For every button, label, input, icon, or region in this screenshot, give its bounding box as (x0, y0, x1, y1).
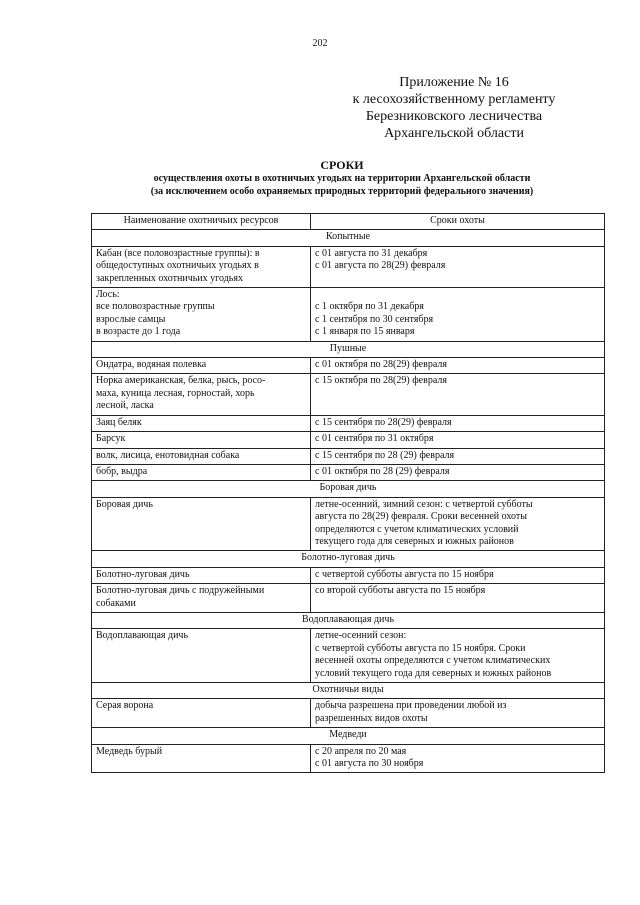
group-title: Медведи (92, 728, 605, 744)
table-header-row (92, 214, 605, 230)
cell-line: с 15 октября по 28(29) февраля (315, 375, 447, 387)
period-cell (311, 432, 605, 448)
period-cell (311, 629, 605, 683)
group-title: Пушные (92, 341, 605, 357)
cell-line: Боровая дичь (96, 498, 153, 510)
group-row (92, 683, 605, 699)
resource-cell (92, 246, 311, 287)
period-cell (311, 584, 605, 613)
group-row (92, 341, 605, 357)
group-title: Охотничьи виды (92, 683, 605, 699)
page-number: 202 (312, 38, 328, 49)
group-title: Болотно-луговая дичь (92, 551, 605, 567)
table-row (92, 464, 605, 480)
cell-line: Барсук (96, 433, 126, 445)
subtitle-line: осуществления охоты в охотничьих угодьях на территории Архангельской области (153, 173, 531, 184)
period-cell (311, 497, 605, 551)
document-subtitle (110, 172, 574, 198)
table-row (92, 415, 605, 431)
cell-line: с 01 октября по 28(29) февраля (315, 359, 447, 371)
cell-line: лесной, ласка (96, 400, 154, 412)
table-row (92, 699, 605, 728)
cell-line: условий текущего года для северных и южных районов (315, 667, 552, 679)
period-cell (311, 374, 605, 415)
cell-line: со второй субботы августа по 15 ноября (315, 585, 486, 597)
cell-line: все половозрастные группы (96, 301, 215, 313)
resource-cell (92, 629, 311, 683)
table-row (92, 374, 605, 415)
cell-line: волк, лисица, енотовидная собака (96, 449, 240, 461)
cell-line: с 15 сентября по 28(29) февраля (315, 416, 452, 428)
period-cell (311, 744, 605, 773)
table-row (92, 629, 605, 683)
cell-line: бобр, выдра (96, 465, 148, 477)
appendix-line: Архангельской области (384, 126, 524, 141)
cell-line: закрепленных охотничьих угодьях (96, 272, 243, 284)
cell-line (315, 289, 600, 301)
period-cell (311, 464, 605, 480)
cell-line: летне-осенний сезон: (315, 630, 407, 642)
appendix-line: Березниковского лесничества (365, 109, 543, 124)
cell-line: с 1 октября по 31 декабря (315, 301, 424, 313)
cell-line: маха, куница лесная, горностай, хорь (96, 387, 255, 399)
cell-line: Кабан (все половозрастные группы): в (96, 247, 260, 259)
resource-cell (92, 415, 311, 431)
group-title: Копытные (92, 230, 605, 246)
group-row (92, 230, 605, 246)
cell-line: общедоступных охотничьих угодьях в (96, 260, 259, 272)
cell-line: августа по 28(29) февраля. Сроки весенней охоты (315, 511, 527, 523)
cell-line: Заяц беляк (96, 416, 142, 428)
cell-line: с 01 сентября по 31 октября (315, 433, 434, 445)
cell-line: Болотно-луговая дичь с подружейными (96, 585, 265, 597)
column-header-resource: Наименование охотничьих ресурсов (92, 214, 311, 230)
cell-line: Норка американская, белка, рысь, росо- (96, 375, 266, 387)
resource-cell (92, 464, 311, 480)
cell-line: в возрасте до 1 года (96, 326, 181, 338)
period-cell (311, 448, 605, 464)
cell-line: с 20 апреля по 20 мая (315, 745, 407, 757)
cell-line: с 1 января по 15 января (315, 326, 415, 338)
cell-line: с четвертой субботы августа по 15 ноября. Сроки (315, 642, 526, 654)
resource-cell (92, 744, 311, 773)
cell-line: с 1 сентября по 30 сентября (315, 313, 434, 325)
appendix-line: к лесохозяйственному регламенту (352, 92, 556, 107)
table-row (92, 246, 605, 287)
resource-cell (92, 374, 311, 415)
table-row (92, 744, 605, 773)
cell-line: с 01 августа по 31 декабря (315, 247, 428, 259)
table-row (92, 432, 605, 448)
cell-line: Медведь бурый (96, 745, 163, 757)
cell-line: добыча разрешена при проведении любой из (315, 700, 507, 712)
period-cell (311, 415, 605, 431)
cell-line: с четвертой субботы августа по 15 ноября (315, 568, 494, 580)
table-row (92, 448, 605, 464)
cell-line: Серая ворона (96, 700, 154, 712)
group-row (92, 481, 605, 497)
table-row (92, 358, 605, 374)
table-row (92, 584, 605, 613)
cell-line: с 01 августа по 28(29) февраля (315, 260, 446, 272)
period-cell (311, 246, 605, 287)
appendix-line: Приложение № 16 (399, 75, 509, 90)
cell-line: разрешенных видов охоты (315, 712, 428, 724)
group-row (92, 551, 605, 567)
cell-line: летне-осенний, зимний сезон: с четвертой субботы (315, 498, 533, 510)
resource-cell (92, 432, 311, 448)
cell-line: с 15 сентября по 28 (29) февраля (315, 449, 455, 461)
cell-line: текущего года для северных и южных районов (315, 535, 514, 547)
group-row (92, 728, 605, 744)
resource-cell (92, 497, 311, 551)
cell-line: собаками (96, 597, 136, 609)
resource-cell (92, 288, 311, 342)
table-body (92, 230, 605, 773)
resource-cell (92, 567, 311, 583)
period-cell (311, 699, 605, 728)
subtitle-line: (за исключением особо охраняемых природных территорий федерального значения) (150, 186, 534, 197)
cell-line: Болотно-луговая дичь (96, 568, 190, 580)
document-title: СРОКИ (320, 158, 364, 172)
group-title: Боровая дичь (92, 481, 605, 497)
cell-line: весенней охоты определяются с учетом климатических (315, 655, 551, 667)
resource-cell (92, 448, 311, 464)
resource-cell (92, 699, 311, 728)
table-row (92, 288, 605, 342)
group-row (92, 612, 605, 628)
table-row (92, 567, 605, 583)
period-cell (311, 567, 605, 583)
period-cell (311, 288, 605, 342)
hunting-periods-table-wrap (91, 213, 604, 773)
resource-cell (92, 584, 311, 613)
column-header-period: Сроки охоты (311, 214, 605, 230)
period-cell (311, 358, 605, 374)
cell-line: Водоплавающая дичь (96, 630, 189, 642)
table-row (92, 497, 605, 551)
cell-line: с 01 августа по 30 ноября (315, 758, 424, 770)
hunting-periods-table (91, 213, 605, 773)
cell-line: с 01 октября по 28 (29) февраля (315, 465, 450, 477)
cell-line: взрослые самцы (96, 313, 166, 325)
cell-line: Лось: (96, 289, 120, 301)
group-title: Водоплавающая дичь (92, 612, 605, 628)
cell-line: Ондатра, водяная полевка (96, 359, 207, 371)
cell-line: определяются с учетом климатических условий (315, 523, 519, 535)
resource-cell (92, 358, 311, 374)
appendix-heading (324, 74, 584, 142)
